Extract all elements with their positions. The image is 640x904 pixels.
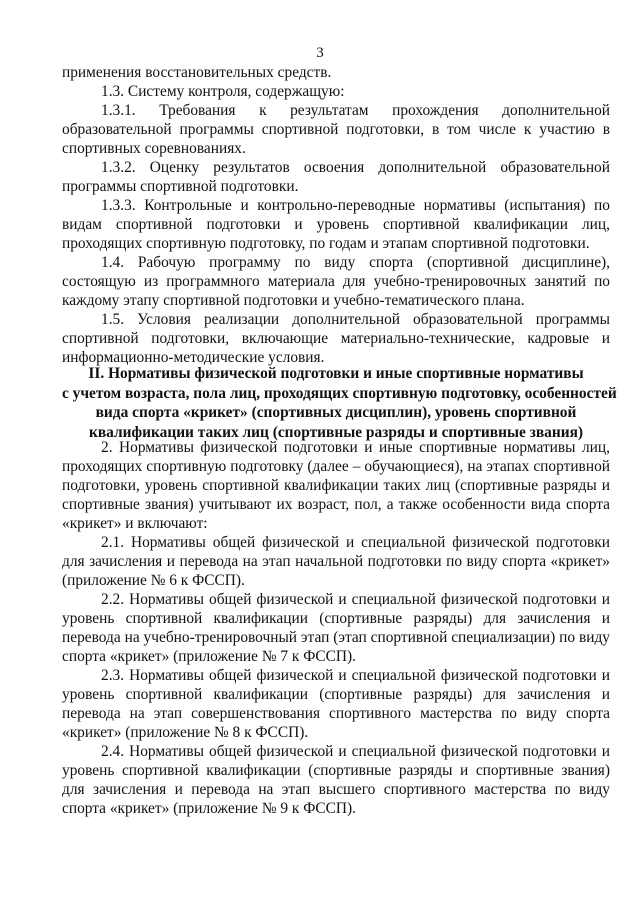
section-2-heading [62, 364, 617, 442]
section-2-body [62, 438, 610, 818]
page-number: 3 [316, 45, 324, 61]
paragraph-1-5: 1.5. Условия реализации дополнительной образовательной программы спортивной подготовки, включающие материально-технические, кадровые и информационно-методические условия. [62, 311, 610, 366]
section-2-heading-line: с учетом возраста, пола лиц, проходящих спортивную подготовку, особенностей [62, 384, 617, 402]
paragraph-2-1: 2.1. Нормативы общей физической и специальной физической подготовки для зачисления и перевода на этап начальной подготовки по виду спорта «крикет» (приложение № 6 к ФССП). [62, 534, 610, 589]
paragraph-1-3: 1.3. Систему контроля, содержащую: [101, 83, 345, 100]
section-2-heading-line: II. Нормативы физической подготовки и иные спортивные нормативы [88, 365, 584, 382]
paragraph-2-4: 2.4. Нормативы общей физической и специальной физической подготовки и уровень спортивной квалификации (спортивные разряды и спортивные звания) для зачисления и перевода на этап высшего спортивного мастерства по виду спорта «крикет» (приложение № 9 к ФССП). [62, 743, 610, 817]
paragraph-1-3-3: 1.3.3. Контрольные и контрольно-переводные нормативы (испытания) по видам спортивной подготовки и уровень спортивной квалификации лиц, проходящих спортивную подготовку, по годам и этапам спортивной подготовки. [62, 197, 610, 252]
paragraph-1-3-2: 1.3.2. Оценку результатов освоения дополнительной образовательной программы спортивной подготовки. [62, 159, 610, 195]
paragraph-intro-continuation: применения восстановительных средств. [62, 64, 332, 81]
section-2-heading-line: квалификации таких лиц (спортивные разряды и спортивные звания) [88, 423, 584, 441]
paragraph-2: 2. Нормативы физической подготовки и иные спортивные нормативы лиц, проходящих спортивную подготовку (далее – обучающиеся), на этапах спортивной подготовки, уровень спортивной квалификации таких лиц (спортивные разряды и спортивные звания) учитывают их возраст, пол, а также особенности вида спорта «крикет» и включают: [62, 439, 610, 532]
paragraph-1-4: 1.4. Рабочую программу по виду спорта (спортивной дисциплине), состоящую из программного материала для учебно-тренировочных занятий по каждому этапу спортивной подготовки и учебно-тематического плана. [62, 254, 610, 309]
section-1-continuation [62, 63, 610, 367]
section-2-heading-line: вида спорта «крикет» (спортивных дисциплин), уровень спортивной [95, 404, 577, 421]
paragraph-1-3-1: 1.3.1. Требования к результатам прохождения дополнительной образовательной программы спортивной подготовки, в том числе к участию в спортивных соревнованиях. [62, 102, 610, 157]
paragraph-2-3: 2.3. Нормативы общей физической и специальной физической подготовки и уровень спортивной квалификации (спортивные разряды) для зачисления и перевода на этап совершенствования спортивного мастерства по виду спорта «крикет» (приложение № 8 к ФССП). [62, 667, 610, 741]
paragraph-2-2: 2.2. Нормативы общей физической и специальной физической подготовки и уровень спортивной квалификации (спортивные разряды) для зачисления и перевода на учебно-тренировочный этап (этап спортивной специализации) по виду спорта «крикет» (приложение № 7 к ФССП). [62, 591, 610, 665]
